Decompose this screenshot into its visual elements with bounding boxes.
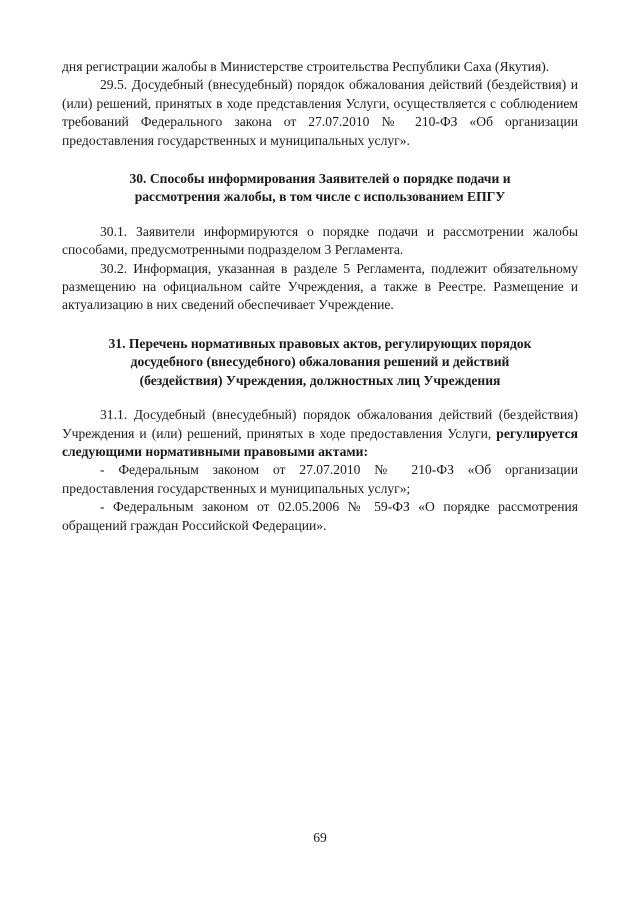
section-30-heading-line: 30. Способы информирования Заявителей о порядке подачи и [129,171,511,187]
page-number: 69 [313,830,327,845]
paragraph-continuation: дня регистрации жалобы в Министерстве строительства Республики Саха (Якутия). [62,59,550,74]
paragraph-30-1: 30.1. Заявители информируются о порядке подачи и рассмотрении жалобы способами, предусмотренными подразделом 3 Регламента. [62,223,578,258]
paragraph-30-2: 30.2. Информация, указанная в разделе 5 Регламента, подлежит обязательному размещению на официальном сайте Учреждения, а также в Реестре. Размещение и актуализацию в них сведений обеспечивает Учреждение. [62,260,578,313]
list-item: - Федеральным законом от 02.05.2006 № 59-ФЗ «О порядке рассмотрения обращений граждан Российской Федерации». [62,499,578,533]
paragraph-29-5: 29.5. Досудебный (внесудебный) порядок обжалования действий (бездействия) и (или) решений, принятых в ходе представления Услуги, осуществляется с соблюдением требований Федерального закона от 27.07.2010 № 210-ФЗ «Об организации предоставления государственных и муниципальных услуг». [62,77,578,148]
section-31-heading-line: (бездействия) Учреждения, должностных лиц Учреждения [139,372,501,388]
paragraph-31-1-bold-text: регулируется следующими нормативными правовыми актами: [62,425,578,459]
section-30-heading-line: рассмотрения жалобы, в том числе с использованием ЕПГУ [134,189,506,205]
list-item: - Федеральным законом от 27.07.2010 № 210-ФЗ «Об организации предоставления государственных и муниципальных услуг»; [62,462,578,496]
section-31-heading-line: 31. Перечень нормативных правовых актов, регулирующих порядок [108,335,532,351]
paragraph-31-1-text: 31.1. Досудебный (внесудебный) порядок обжалования действий (бездействия) Учреждения и (или) решений, принятых в ходе предоставления Услуги, [62,407,578,441]
paragraph-31-1 [62,406,578,461]
section-31-heading [62,335,578,390]
section-30-heading [62,170,578,207]
document-body [62,58,578,535]
section-31-heading-line: досудебного (внесудебного) обжалования решений и действий [130,354,510,370]
